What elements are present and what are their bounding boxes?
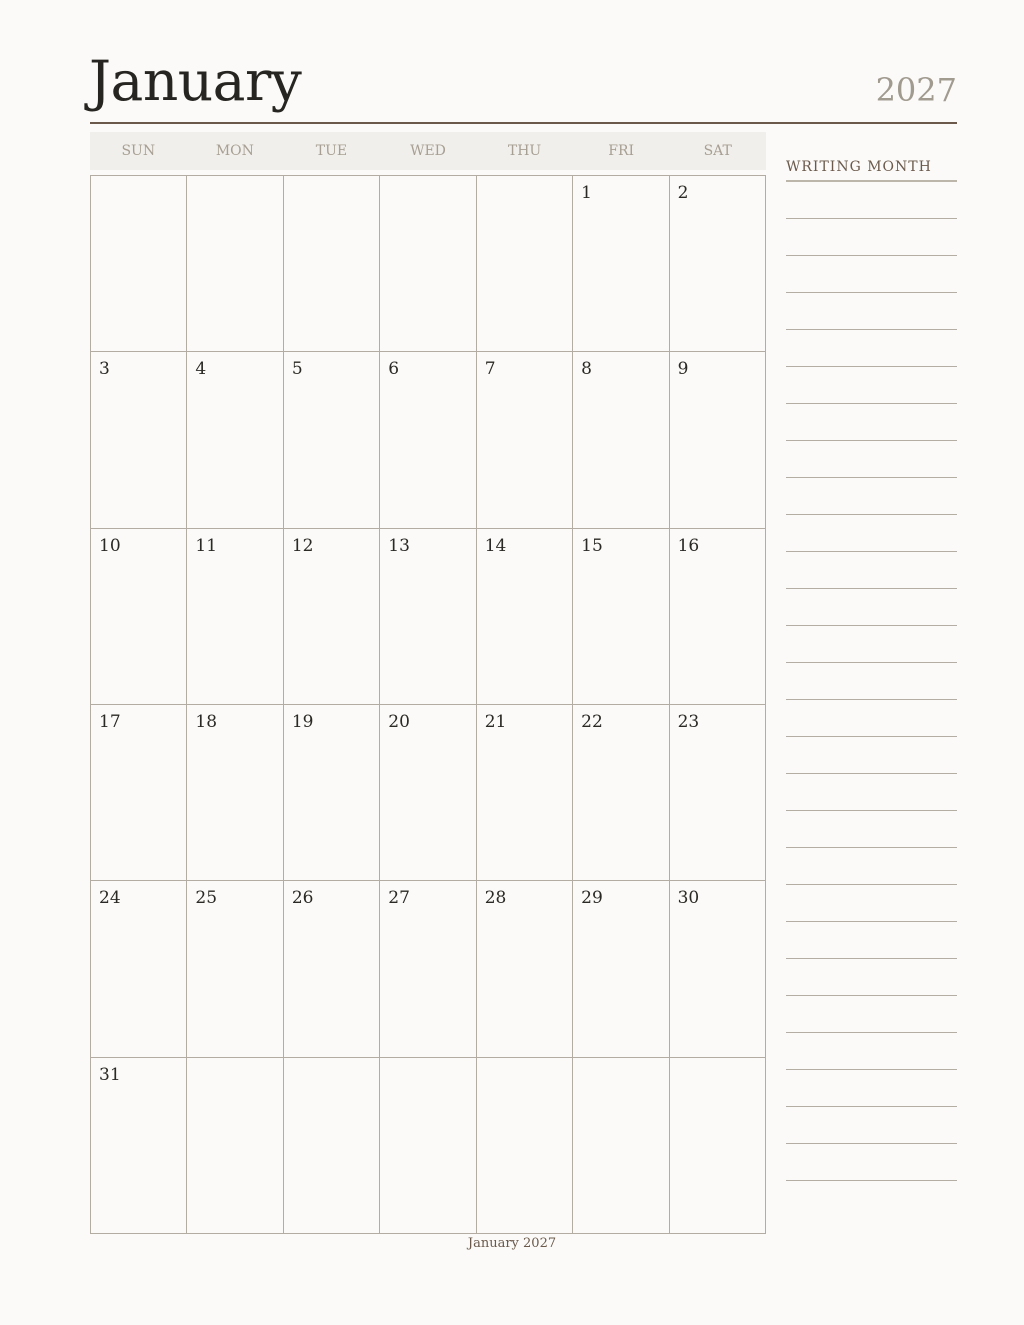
- day-number: 26: [291, 888, 314, 909]
- note-line[interactable]: [786, 404, 957, 441]
- day-cell[interactable]: [573, 529, 669, 705]
- weekday-tue: TUE: [315, 143, 348, 159]
- day-cell[interactable]: [284, 1058, 380, 1234]
- note-line[interactable]: [786, 774, 957, 811]
- weekday-thu: THU: [507, 143, 542, 159]
- day-number: 27: [388, 888, 410, 909]
- day-number: 2: [677, 183, 689, 203]
- day-cell[interactable]: [187, 176, 283, 352]
- day-cell[interactable]: [91, 1058, 187, 1234]
- day-cell[interactable]: [187, 705, 283, 881]
- day-number: 11: [195, 535, 218, 556]
- note-line[interactable]: [786, 293, 957, 330]
- day-cell[interactable]: [670, 881, 766, 1057]
- year-label: 2027: [875, 71, 957, 109]
- day-cell[interactable]: [91, 881, 187, 1057]
- note-line[interactable]: [786, 589, 957, 626]
- day-number: 22: [581, 711, 603, 732]
- note-line[interactable]: [786, 1144, 957, 1181]
- day-number: 1: [581, 183, 592, 203]
- day-number: 4: [195, 359, 207, 380]
- day-number: 6: [388, 359, 400, 380]
- day-number: 3: [99, 359, 110, 380]
- day-number: 7: [484, 359, 496, 380]
- day-cell[interactable]: [187, 529, 283, 705]
- day-cell[interactable]: [284, 529, 380, 705]
- day-number: 13: [388, 535, 410, 556]
- note-line[interactable]: [786, 959, 957, 996]
- day-cell[interactable]: [91, 529, 187, 705]
- day-number: 20: [388, 711, 410, 732]
- month-title: January: [89, 49, 302, 113]
- weekday-sun: SUN: [121, 143, 156, 159]
- day-cell[interactable]: [187, 881, 283, 1057]
- note-line[interactable]: [786, 515, 957, 552]
- day-cell[interactable]: [380, 881, 476, 1057]
- day-cell[interactable]: [670, 352, 766, 528]
- day-number: 17: [99, 711, 121, 732]
- header-divider: [90, 122, 957, 124]
- footer-label: January 2027: [467, 1236, 557, 1251]
- day-cell[interactable]: [573, 881, 669, 1057]
- note-line[interactable]: [786, 1107, 957, 1144]
- day-cell[interactable]: [187, 1058, 283, 1234]
- note-line[interactable]: [786, 478, 957, 515]
- day-number: 23: [677, 711, 700, 732]
- day-cell[interactable]: [284, 705, 380, 881]
- note-line[interactable]: [786, 367, 957, 404]
- day-number: 28: [484, 888, 507, 909]
- day-cell[interactable]: [477, 705, 573, 881]
- day-cell[interactable]: [284, 881, 380, 1057]
- day-cell[interactable]: [477, 1058, 573, 1234]
- writing-notes-panel: [786, 156, 957, 1181]
- note-line[interactable]: [786, 1070, 957, 1107]
- weekday-mon: MON: [215, 143, 254, 159]
- weekday-header: [90, 132, 766, 170]
- note-line[interactable]: [786, 663, 957, 700]
- day-number: 18: [195, 711, 218, 732]
- day-number: 30: [677, 888, 700, 909]
- note-line[interactable]: [786, 330, 957, 367]
- day-number: 21: [484, 711, 507, 732]
- day-cell[interactable]: [187, 352, 283, 528]
- calendar-grid: [90, 175, 766, 1234]
- day-cell[interactable]: [573, 1058, 669, 1234]
- day-cell[interactable]: [477, 881, 573, 1057]
- day-cell[interactable]: [284, 352, 380, 528]
- day-cell[interactable]: [573, 705, 669, 881]
- day-cell[interactable]: [670, 529, 766, 705]
- note-line[interactable]: [786, 922, 957, 959]
- day-number: 29: [581, 888, 603, 909]
- note-line[interactable]: [786, 848, 957, 885]
- day-cell[interactable]: [573, 176, 669, 352]
- notes-title: WRITING MONTH: [786, 156, 957, 182]
- day-cell[interactable]: [477, 176, 573, 352]
- note-line[interactable]: [786, 700, 957, 737]
- note-line[interactable]: [786, 441, 957, 478]
- day-number: 10: [99, 535, 121, 556]
- day-number: 5: [291, 359, 303, 380]
- day-number: 19: [291, 711, 314, 732]
- day-number: 24: [99, 888, 121, 909]
- day-cell[interactable]: [477, 352, 573, 528]
- note-line[interactable]: [786, 219, 957, 256]
- day-cell[interactable]: [91, 176, 187, 352]
- note-line[interactable]: [786, 737, 957, 774]
- day-cell[interactable]: [477, 529, 573, 705]
- day-number: 14: [484, 535, 507, 556]
- day-cell[interactable]: [670, 176, 766, 352]
- day-cell[interactable]: [670, 1058, 766, 1234]
- note-line[interactable]: [786, 182, 957, 219]
- day-number: 12: [291, 535, 314, 556]
- day-cell[interactable]: [380, 352, 476, 528]
- day-number: 15: [581, 535, 603, 556]
- note-line[interactable]: [786, 885, 957, 922]
- day-number: 25: [195, 888, 218, 909]
- day-cell[interactable]: [380, 529, 476, 705]
- note-line[interactable]: [786, 256, 957, 293]
- day-number: 31: [99, 1064, 121, 1085]
- note-line[interactable]: [786, 811, 957, 848]
- day-cell[interactable]: [91, 705, 187, 881]
- day-number: 9: [677, 359, 689, 380]
- weekday-wed: WED: [410, 143, 446, 159]
- weekday-sat: SAT: [703, 143, 732, 159]
- note-line[interactable]: [786, 1033, 957, 1070]
- day-cell[interactable]: [380, 1058, 476, 1234]
- day-cell[interactable]: [670, 705, 766, 881]
- day-number: 16: [677, 535, 700, 556]
- note-lines: [786, 182, 957, 1181]
- day-number: 8: [581, 359, 592, 380]
- day-cell[interactable]: [91, 352, 187, 528]
- weekday-fri: FRI: [608, 143, 635, 159]
- day-cell[interactable]: [573, 352, 669, 528]
- day-cell[interactable]: [380, 176, 476, 352]
- note-line[interactable]: [786, 996, 957, 1033]
- day-cell[interactable]: [380, 705, 476, 881]
- note-line[interactable]: [786, 552, 957, 589]
- day-cell[interactable]: [284, 176, 380, 352]
- note-line[interactable]: [786, 626, 957, 663]
